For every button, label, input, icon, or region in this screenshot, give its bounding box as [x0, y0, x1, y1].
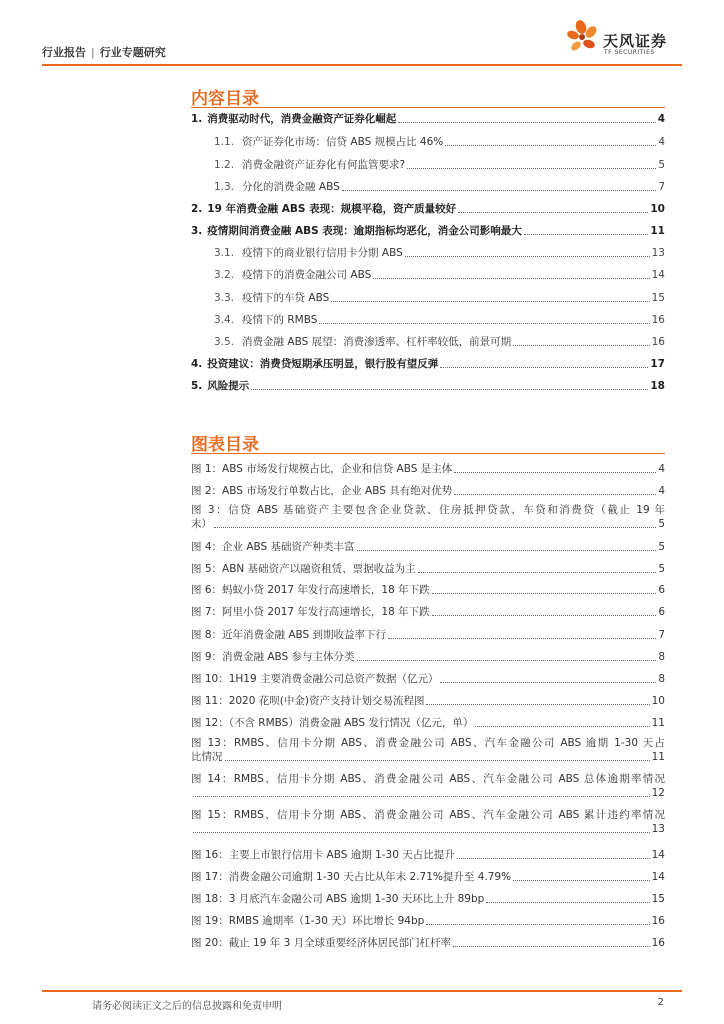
figure-entry[interactable]: 图 19：RMBS 逾期率（1-30 天）环比增长 94bp 16 [191, 915, 665, 927]
figure-entry[interactable]: 图 5：ABN 基础资产以融资租赁、票据收益为主 5 [191, 563, 665, 575]
toc-entry[interactable]: 1.1. 资产证券化市场：信贷 ABS 规模占比 46% 4 [214, 136, 665, 148]
footer-divider [42, 990, 682, 992]
page-header [0, 0, 724, 66]
figures-title: 图表目录 [191, 435, 259, 455]
logo-english-name: TF SECURITIES [604, 49, 655, 56]
figure-entry[interactable]: 图 8：近年消费金融 ABS 到期收益率下行 7 [191, 629, 665, 641]
toc-entry[interactable]: 3. 疫情期间消费金融 ABS 表现：逾期指标均恶化，消金公司影响最大 11 [191, 225, 665, 237]
figure-entry[interactable]: 图 9：消费金融 ABS 参与主体分类 8 [191, 651, 665, 663]
figures-title-rule [191, 453, 665, 454]
figure-entry[interactable]: 图 7：阿里小贷 2017 年发行高速增长，18 年下跌 6 [191, 606, 665, 618]
subcategory-label: 行业专题研究 [99, 46, 166, 59]
figure-entry[interactable]: 图 1：ABS 市场发行规模占比，企业和信贷 ABS 是主体 4 [191, 463, 665, 475]
figure-entry[interactable]: 图 14：RMBS、信用卡分期 ABS、消费金融公司 ABS、汽车金融公司 ABS 总体逾期率情况 12 [191, 773, 665, 799]
logo-chinese-name: 天风证券 [603, 32, 668, 50]
figure-entry[interactable]: 图 20：截止 19 年 3 月全球重要经济体居民部门杠杆率 16 [191, 937, 665, 949]
figure-entry[interactable]: 图 17：消费金融公司逾期 1-30 天占比从年末 2.71%提升至 4.79% 14 [191, 871, 665, 883]
toc-entry[interactable]: 1.2. 消费金融资产证券化有何监管要求? 5 [214, 159, 665, 171]
figure-entry[interactable]: 图 15：RMBS、信用卡分期 ABS、消费金融公司 ABS、汽车金融公司 ABS 累计违约率情况 13 [191, 809, 665, 835]
report-category [42, 44, 166, 60]
figure-entry[interactable]: 图 11：2020 花呗(中金)资产支持计划交易流程图 10 [191, 695, 665, 707]
toc-entry[interactable]: 3.2. 疫情下的消费金融公司 ABS 14 [214, 269, 665, 281]
figure-entry[interactable]: 图 10：1H19 主要消费金融公司总资产数据（亿元） 8 [191, 673, 665, 685]
page-number: 2 [657, 997, 664, 1008]
toc-entry[interactable]: 4. 投资建议：消费贷短期承压明显，银行股有望反弹 17 [191, 358, 665, 370]
toc-entry[interactable]: 2. 19 年消费金融 ABS 表现：规模平稳，资产质量较好 10 [191, 203, 665, 215]
contents-title-rule [191, 107, 665, 108]
figure-entry[interactable]: 图 2：ABS 市场发行单数占比，企业 ABS 具有绝对优势 4 [191, 485, 665, 497]
logo-flower-icon [565, 18, 601, 58]
toc-entry[interactable]: 3.5. 消费金融 ABS 展望：消费渗透率、杠杆率较低，前景可期 16 [214, 336, 665, 348]
toc-entry[interactable]: 1. 消费驱动时代，消费金融资产证券化崛起 4 [191, 113, 665, 125]
figure-entry[interactable]: 图 13：RMBS、信用卡分期 ABS、消费金融公司 ABS、汽车金融公司 ABS 逾期 1-30 天占 比情况 11 [191, 737, 665, 763]
category-label: 行业报告 [42, 46, 86, 59]
category-separator: | [91, 46, 95, 59]
footer-disclaimer: 请务必阅读正文之后的信息披露和免责申明 [92, 1001, 282, 1012]
toc-entry[interactable]: 3.1. 疫情下的商业银行信用卡分期 ABS 13 [214, 247, 665, 259]
figure-entry[interactable]: 图 18：3 月底汽车金融公司 ABS 逾期 1-30 天环比上升 89bp 15 [191, 893, 665, 905]
toc-entry[interactable]: 3.4. 疫情下的 RMBS 16 [214, 314, 665, 326]
contents-title: 内容目录 [191, 89, 259, 109]
toc-entry[interactable]: 3.3. 疫情下的车贷 ABS 15 [214, 292, 665, 304]
figure-entry[interactable]: 图 3：信贷 ABS 基础资产主要包含企业贷款、住房抵押贷款、车贷和消费贷（截止 19 年 末） 5 [191, 504, 665, 530]
company-logo [565, 18, 685, 60]
figure-entry[interactable]: 图 6：蚂蚁小贷 2017 年发行高速增长，18 年下跌 6 [191, 584, 665, 596]
header-divider [42, 64, 682, 66]
figure-entry[interactable]: 图 4：企业 ABS 基础资产种类丰富 5 [191, 541, 665, 553]
toc-entry[interactable]: 1.3. 分化的消费金融 ABS 7 [214, 181, 665, 193]
figure-entry[interactable]: 图 12：（不含 RMBS）消费金融 ABS 发行情况（亿元，单） 11 [191, 717, 665, 729]
toc-entry[interactable]: 5. 风险提示 18 [191, 380, 665, 392]
figure-entry[interactable]: 图 16：主要上市银行信用卡 ABS 逾期 1-30 天占比提升 14 [191, 849, 665, 861]
